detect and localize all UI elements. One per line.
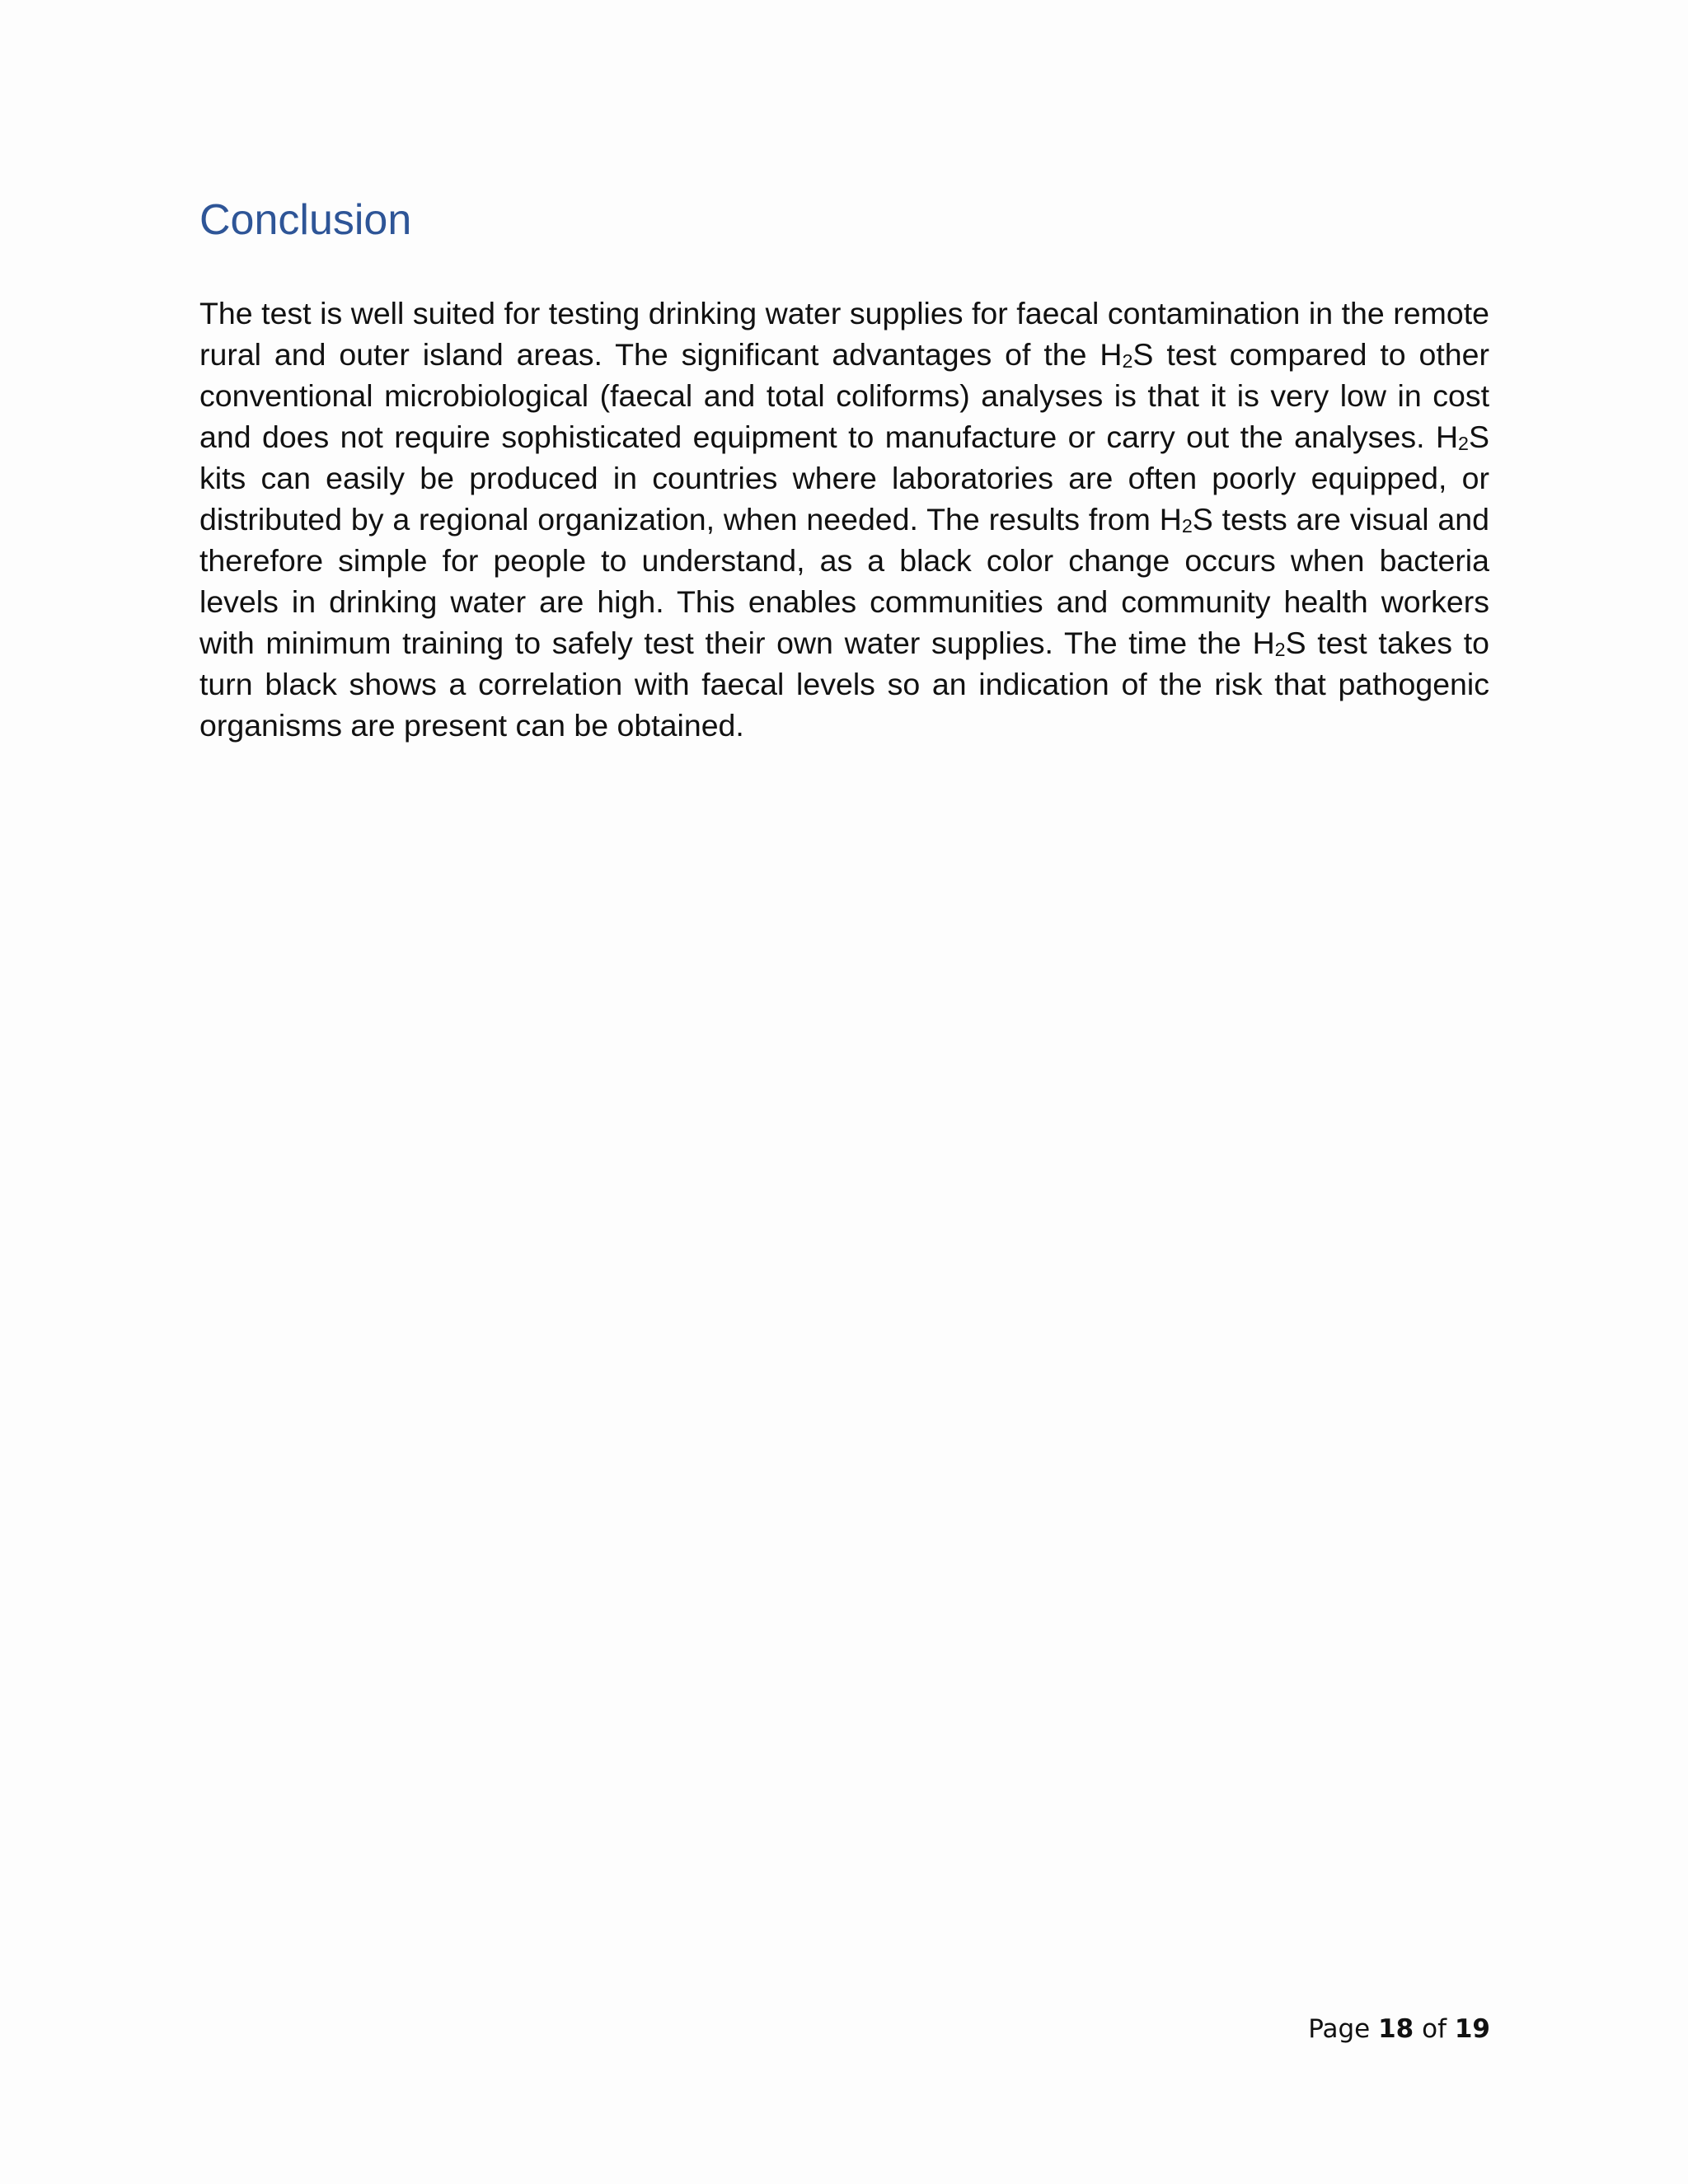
subscript-2: 2 [1181, 514, 1193, 537]
current-page-number: 18 [1378, 2014, 1414, 2044]
subscript-2: 2 [1122, 349, 1133, 372]
paragraph-segment: S test compared to other conventional microbiological (faecal and total coliforms) analyses is that it is very low in cost and does not require sophisticated equipment to manufacture or carry out the analyses. H [199, 337, 1489, 454]
subscript-2: 2 [1458, 432, 1469, 454]
paragraph-segment: The test is well suited for testing drinking water supplies for faecal contamination in the remote rural and outer island areas. The significant advantages of the H [199, 296, 1489, 372]
conclusion-paragraph [199, 293, 1489, 746]
paragraph-segment: S tests are visual and therefore simple for people to understand, as a black color change occurs when bacteria levels in drinking water are high. This enables communities and community health workers with minimum training to safely test their own water supplies. The time the H [199, 502, 1489, 660]
paragraph-segment: S test takes to turn black shows a correlation with faecal levels so an indication of the risk that pathogenic organisms are present can be obtained. [199, 626, 1489, 743]
total-pages-number: 19 [1454, 2014, 1490, 2044]
paragraph-segment: S kits can easily be produced in countries where laboratories are often poorly equipped, or distributed by a regional organization, when needed. The results from H [199, 419, 1489, 537]
section-heading: Conclusion [199, 196, 412, 244]
page-label: Page [1308, 2014, 1371, 2044]
subscript-2: 2 [1274, 638, 1286, 660]
page-number-footer [1308, 2013, 1490, 2046]
of-label: of [1422, 2014, 1447, 2044]
